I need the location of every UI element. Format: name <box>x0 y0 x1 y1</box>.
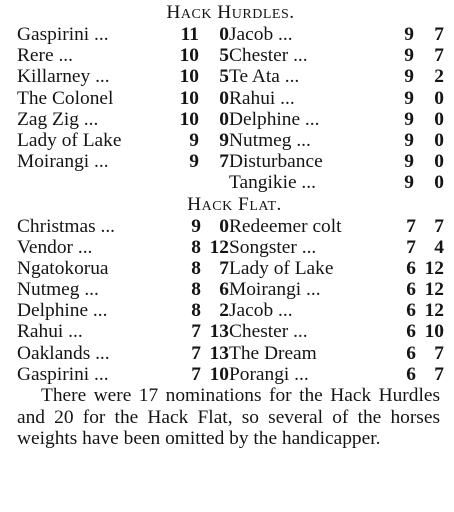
weight-row <box>17 109 444 130</box>
horse-name: Te Ata ... <box>229 66 300 88</box>
horse-name: Moirangi ... <box>229 279 321 301</box>
right-entry <box>229 66 444 87</box>
weight-stone: 9 <box>404 108 414 130</box>
weight-pounds: 7 <box>434 363 444 385</box>
weight-stone: 9 <box>404 66 414 88</box>
weight-stone: 8 <box>191 236 201 258</box>
hack-flat-heading: Hack Flat. <box>187 193 282 215</box>
weight-stone: 9 <box>404 172 414 194</box>
weight-row <box>17 66 444 87</box>
horse-name: Jacob ... <box>229 24 293 45</box>
right-entry <box>229 364 444 385</box>
weight-stone: 7 <box>191 342 201 364</box>
weight-stone: 8 <box>191 257 201 279</box>
weight-stone <box>175 172 199 193</box>
right-entry <box>229 279 444 300</box>
nominations-note <box>17 385 444 450</box>
hack-hurdles-weights <box>17 24 444 194</box>
weight-stone: 6 <box>406 279 416 301</box>
right-entry <box>229 321 444 342</box>
weight-pounds: 7 <box>219 257 229 279</box>
weight-pounds: 9 <box>219 129 229 151</box>
horse-name: Ngatokorua <box>17 257 109 279</box>
weight-pounds: 7 <box>434 24 444 45</box>
left-entry <box>17 364 229 385</box>
right-entry <box>229 343 444 364</box>
weight-row <box>17 321 444 342</box>
weight-stone: 8 <box>191 279 201 301</box>
weight-pounds: 7 <box>434 342 444 364</box>
horse-name: Moirangi ... <box>17 151 109 173</box>
weight-row <box>17 279 444 300</box>
right-entry <box>229 237 444 258</box>
weight-row <box>17 300 444 321</box>
left-entry <box>17 258 229 279</box>
left-entry <box>17 66 229 87</box>
weight-pounds: 12 <box>424 300 444 322</box>
left-entry <box>17 24 229 45</box>
left-entry <box>17 45 229 66</box>
weight-stone: 11 <box>180 24 199 45</box>
horse-name: Rahui ... <box>17 321 83 343</box>
weight-stone: 9 <box>404 129 414 151</box>
horse-name: Nutmeg ... <box>229 129 311 151</box>
weight-row <box>17 24 444 45</box>
hack-flat-weights <box>17 216 444 386</box>
left-entry <box>17 321 229 342</box>
horse-name: Rere ... <box>17 45 73 67</box>
weight-pounds: 4 <box>434 236 444 258</box>
horse-name: Jacob ... <box>229 300 293 322</box>
weight-stone: 6 <box>406 321 416 343</box>
weight-pounds: 7 <box>434 45 444 67</box>
weight-pounds: 5 <box>219 66 229 88</box>
weight-stone: 7 <box>191 363 201 385</box>
weight-stone: 9 <box>404 87 414 109</box>
weight-stone: 6 <box>406 257 416 279</box>
weight-stone: 10 <box>179 87 199 109</box>
right-entry <box>229 24 444 45</box>
horse-name: Redeemer colt <box>229 215 342 237</box>
weight-pounds: 0 <box>434 151 444 173</box>
weight-row <box>17 45 444 66</box>
horse-name: Oaklands ... <box>17 342 110 364</box>
right-entry <box>229 88 444 109</box>
right-entry <box>229 172 444 193</box>
weight-row <box>17 343 444 364</box>
horse-name: Lady of Lake <box>17 129 122 151</box>
horse-name: Lady of Lake <box>229 257 334 279</box>
right-entry <box>229 130 444 151</box>
left-entry <box>17 172 229 193</box>
right-entry <box>229 300 444 321</box>
horse-name: Delphine ... <box>17 300 108 322</box>
weight-row <box>17 364 444 385</box>
horse-name: Vendor ... <box>17 236 93 258</box>
weight-row <box>17 172 444 193</box>
hack-hurdles-heading: Hack Hurdles. <box>166 2 295 23</box>
weight-pounds: 0 <box>434 172 444 194</box>
horse-name: The Dream <box>229 342 317 364</box>
horse-name: Zag Zig ... <box>17 108 99 130</box>
horse-name <box>17 172 175 193</box>
horse-name: Songster ... <box>229 236 317 258</box>
left-entry <box>17 88 229 109</box>
right-entry <box>229 109 444 130</box>
horse-name: Nutmeg ... <box>17 279 99 301</box>
weight-row <box>17 258 444 279</box>
weight-stone: 7 <box>406 215 416 237</box>
horse-name: Chester ... <box>229 45 308 67</box>
weight-pounds: 7 <box>434 215 444 237</box>
weight-pounds: 2 <box>219 300 229 322</box>
left-entry <box>17 300 229 321</box>
left-entry <box>17 343 229 364</box>
right-entry <box>229 151 444 172</box>
weight-pounds: 12 <box>424 279 444 301</box>
weight-pounds: 0 <box>434 129 444 151</box>
weight-pounds: 0 <box>219 87 229 109</box>
weight-row <box>17 216 444 237</box>
weight-pounds: 0 <box>219 24 229 45</box>
weight-stone: 9 <box>189 151 199 173</box>
right-entry <box>229 258 444 279</box>
horse-name: Rahui ... <box>229 87 295 109</box>
weight-row <box>17 237 444 258</box>
weight-pounds: 0 <box>434 87 444 109</box>
weight-stone: 6 <box>406 342 416 364</box>
left-entry <box>17 279 229 300</box>
nominations-note-text: There were 17 nominations for the Hack Hurdles and 20 for the Hack Flat, so several of the horses weights have been omitted by the handicapper. <box>17 385 440 450</box>
weight-row <box>17 151 444 172</box>
weight-row <box>17 130 444 151</box>
left-entry <box>17 109 229 130</box>
horse-name: Tangikie ... <box>229 172 316 194</box>
weight-pounds: 12 <box>424 257 444 279</box>
weight-stone: 9 <box>189 129 199 151</box>
left-entry <box>17 130 229 151</box>
weight-stone: 10 <box>179 108 199 130</box>
weight-stone: 7 <box>406 236 416 258</box>
horse-name: Chester ... <box>229 321 308 343</box>
left-entry <box>17 151 229 172</box>
weight-pounds: 6 <box>219 279 229 301</box>
weight-row <box>17 88 444 109</box>
weight-pounds: 5 <box>219 45 229 67</box>
weight-pounds: 13 <box>209 342 229 364</box>
weight-stone: 10 <box>179 45 199 67</box>
horse-name: Porangi ... <box>229 363 309 385</box>
left-entry <box>17 237 229 258</box>
horse-name: Disturbance <box>229 151 323 173</box>
weight-pounds: 10 <box>209 363 229 385</box>
weight-pounds <box>199 172 229 193</box>
weight-stone: 9 <box>404 45 414 67</box>
right-entry <box>229 216 444 237</box>
weight-pounds: 13 <box>209 321 229 343</box>
horse-name: Christmas ... <box>17 215 116 237</box>
weight-stone: 6 <box>406 300 416 322</box>
weight-pounds: 0 <box>219 215 229 237</box>
weight-pounds: 7 <box>219 151 229 173</box>
right-entry <box>229 45 444 66</box>
weight-pounds: 0 <box>219 108 229 130</box>
weight-pounds: 0 <box>434 108 444 130</box>
horse-name: Gaspirini ... <box>17 24 109 45</box>
weight-stone: 9 <box>404 151 414 173</box>
horse-name: Delphine ... <box>229 108 320 130</box>
weight-pounds: 2 <box>434 66 444 88</box>
weight-stone: 6 <box>406 363 416 385</box>
horse-name: Gaspirini ... <box>17 363 109 385</box>
horse-name: The Colonel <box>17 87 114 109</box>
weight-stone: 9 <box>191 215 201 237</box>
weight-stone: 9 <box>404 24 414 45</box>
weight-stone: 7 <box>191 321 201 343</box>
weight-pounds: 10 <box>424 321 444 343</box>
horse-name: Killarney ... <box>17 66 110 88</box>
weight-pounds: 12 <box>209 236 229 258</box>
weight-stone: 10 <box>179 66 199 88</box>
left-entry <box>17 216 229 237</box>
weight-stone: 8 <box>191 300 201 322</box>
